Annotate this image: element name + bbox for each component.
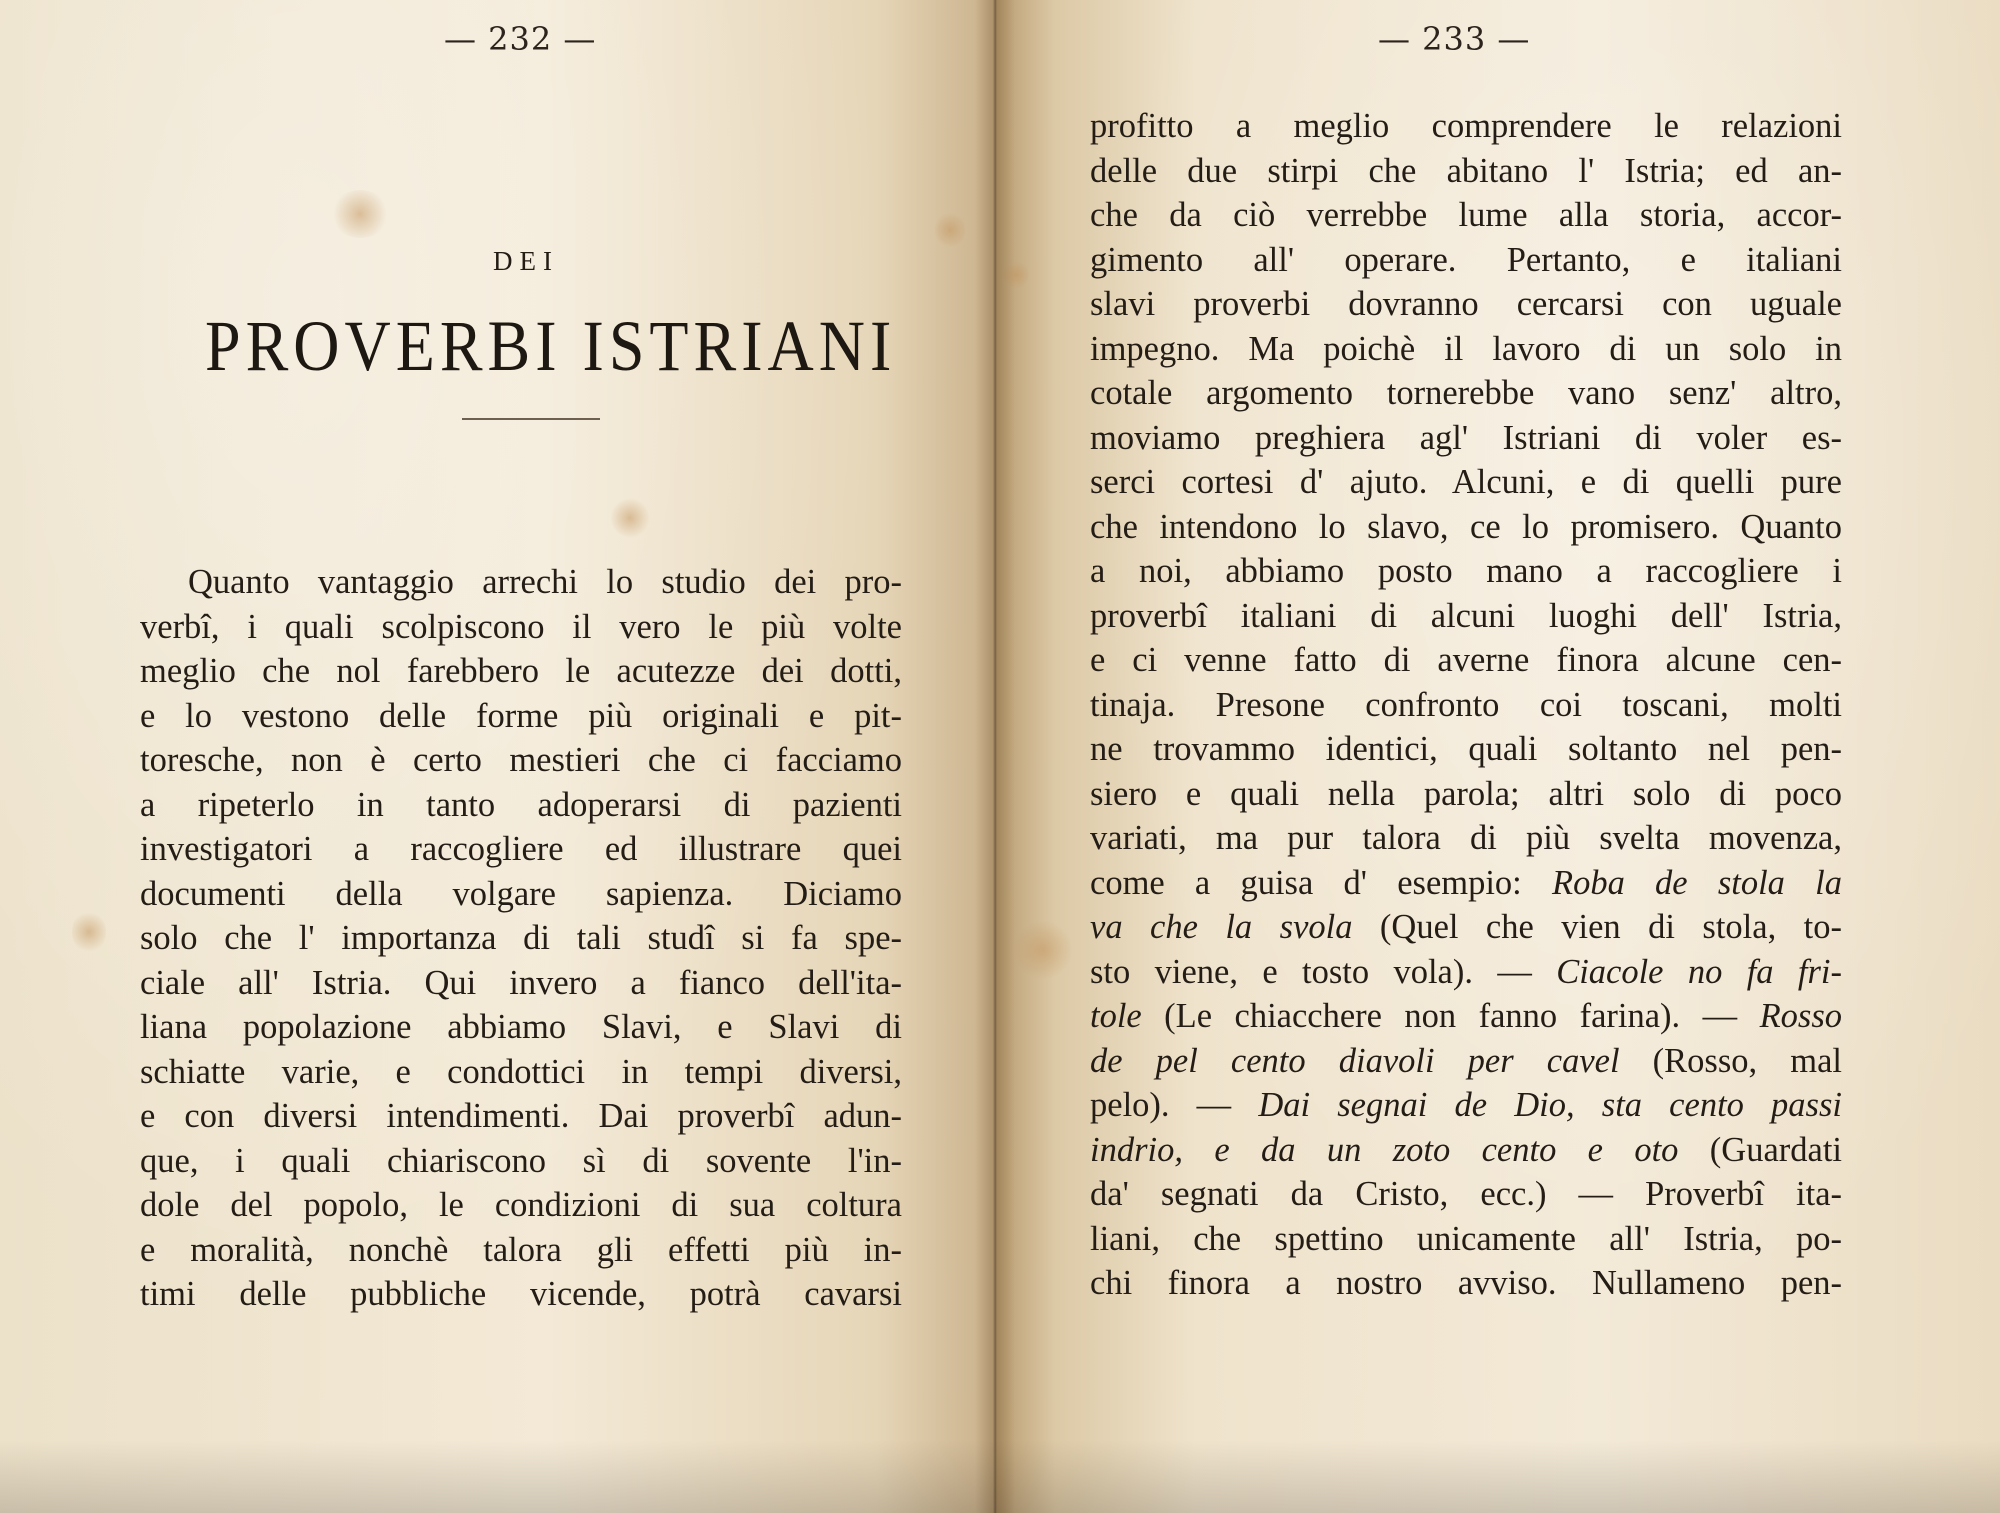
- text-segment: tinaja. Presone confronto coi toscani, molti: [1090, 685, 1842, 724]
- text-line: [1090, 238, 1842, 283]
- text-segment: che da ciò verrebbe lume alla storia, accor-: [1090, 196, 1842, 234]
- book-gutter: [975, 0, 1015, 1513]
- text-line: [1090, 727, 1842, 772]
- text-line: e lo vestono delle forme più originali e pit-: [140, 696, 902, 735]
- text-segment: ne trovammo identici, quali soltanto nel pen-: [1090, 730, 1842, 768]
- text-line: e moralità, nonchè talora gli effetti più in-: [140, 1230, 902, 1269]
- text-line: [1090, 505, 1842, 550]
- text-segment: come a guisa d' esempio:: [1090, 863, 1552, 902]
- text-segment: delle due stirpi che abitano l' Istria; ed an-: [1090, 151, 1842, 190]
- proverb-italic-text: Ciacole no fa fri-: [1556, 952, 1842, 991]
- text-line: dole del popolo, le condizioni di sua coltura: [140, 1186, 902, 1224]
- text-segment: (Rosso, mal: [1619, 1041, 1842, 1080]
- text-line: [1090, 772, 1842, 817]
- text-line: Quanto vantaggio arrechi lo studio dei pro-: [188, 563, 902, 601]
- left-body-text: [140, 560, 902, 1317]
- text-line: verbî, i quali scolpiscono il vero le più volte: [140, 607, 902, 646]
- title-divider: [462, 418, 600, 420]
- text-line: [1090, 416, 1842, 461]
- text-segment: da' segnati da Cristo, ecc.) — Proverbî ita-: [1090, 1175, 1842, 1213]
- text-line: liana popolazione abbiamo Slavi, e Slavi di: [140, 1008, 902, 1046]
- right-body-text: [1090, 104, 1842, 1306]
- text-line: [1090, 950, 1842, 995]
- proverb-italic-text: Dai segnai de Dio, sta cento passi: [1258, 1086, 1842, 1124]
- text-segment: sto viene, e tosto vola). —: [1090, 952, 1557, 991]
- paper-stain: [935, 210, 965, 250]
- text-line: [1090, 1083, 1842, 1128]
- text-line: [1090, 683, 1842, 728]
- text-segment: che intendono lo slavo, ce lo promisero. Quanto: [1090, 507, 1842, 546]
- paper-stain: [72, 910, 106, 954]
- text-line: que, i quali chiariscono sì di sovente l'in-: [140, 1141, 902, 1180]
- text-line: [1090, 905, 1842, 950]
- text-line: [1090, 460, 1842, 505]
- text-line: [1090, 594, 1842, 639]
- text-segment: serci cortesi d' ajuto. Alcuni, e di quelli pure: [1090, 463, 1842, 501]
- left-page: [0, 0, 995, 1513]
- text-segment: a noi, abbiamo posto mano a raccogliere i: [1090, 552, 1842, 590]
- page-number: — 233 —: [1378, 20, 1531, 58]
- text-line: ciale all' Istria. Qui invero a fianco dell'ita-: [140, 963, 902, 1002]
- text-segment: chi finora a nostro avviso. Nullameno pen-: [1090, 1264, 1842, 1302]
- text-line: [1090, 549, 1842, 594]
- text-segment: gimento all' operare. Pertanto, e italiani: [1090, 240, 1842, 279]
- text-line: [1090, 371, 1842, 416]
- text-line: [1090, 1172, 1842, 1217]
- text-line: [1090, 816, 1842, 861]
- text-line: [1090, 1261, 1842, 1306]
- text-segment: moviamo preghiera agl' Istriani di voler es-: [1090, 418, 1842, 457]
- text-line: documenti della volgare sapienza. Diciamo: [140, 874, 902, 913]
- right-page: [995, 0, 2000, 1513]
- paper-stain: [610, 498, 650, 538]
- text-line: [1090, 193, 1842, 238]
- proverb-italic-text: de pel cento diavoli per cavel: [1090, 1041, 1620, 1080]
- proverb-italic-text: Roba de stola la: [1552, 863, 1842, 902]
- text-line: [1090, 1039, 1842, 1084]
- proverb-italic-text: tole: [1090, 997, 1142, 1035]
- page-title: PROVERBI ISTRIANI: [205, 306, 897, 386]
- text-line: [1090, 1128, 1842, 1173]
- text-line: [1090, 994, 1842, 1039]
- text-line: [1090, 638, 1842, 683]
- proverb-italic-text: va che la svola: [1090, 908, 1353, 946]
- text-segment: liani, che spettino unicamente all' Istria, po-: [1090, 1219, 1842, 1258]
- text-line: solo che l' importanza di tali studî si fa spe-: [140, 919, 902, 957]
- text-line: [1090, 149, 1842, 194]
- text-segment: pelo). —: [1090, 1086, 1259, 1124]
- text-segment: (Le chiacchere non fanno farina). —: [1141, 997, 1760, 1035]
- proverb-italic-text: Rosso: [1759, 997, 1842, 1035]
- text-line: [1090, 327, 1842, 372]
- heading-small: DEI: [493, 246, 559, 276]
- text-line: [1090, 861, 1842, 906]
- bottom-shadow: [0, 1440, 2000, 1513]
- page-number: — 232 —: [444, 20, 597, 58]
- text-segment: (Guardati: [1678, 1130, 1842, 1169]
- text-line: a ripeterlo in tanto adoperarsi di pazienti: [140, 785, 902, 824]
- paper-stain: [1013, 920, 1073, 980]
- text-line: [1090, 1217, 1842, 1262]
- paper-stain: [330, 190, 390, 238]
- text-segment: e ci venne fatto di averne finora alcune cen-: [1090, 641, 1842, 679]
- text-segment: proverbî italiani di alcuni luoghi dell' Istria,: [1090, 596, 1842, 635]
- text-line: meglio che nol farebbero le acutezze dei dotti,: [140, 652, 902, 690]
- proverb-italic-text: indrio, e da un zoto cento e oto: [1090, 1130, 1679, 1169]
- text-line: [1090, 104, 1842, 149]
- text-segment: (Quel che vien di stola, to-: [1352, 908, 1842, 946]
- text-line: e con diversi intendimenti. Dai proverbî adun-: [140, 1097, 902, 1135]
- text-segment: impegno. Ma poichè il lavoro di un solo in: [1090, 329, 1842, 368]
- text-segment: cotale argomento tornerebbe vano senz' altro,: [1090, 374, 1842, 412]
- text-line: toresche, non è certo mestieri che ci facciamo: [140, 741, 902, 779]
- text-line: schiatte varie, e condottici in tempi diversi,: [140, 1052, 902, 1091]
- text-line: timi delle pubbliche vicende, potrà cavarsi: [140, 1275, 902, 1313]
- text-line: [1090, 282, 1842, 327]
- text-segment: variati, ma pur talora di più svelta movenza,: [1090, 819, 1842, 857]
- text-segment: slavi proverbi dovranno cercarsi con uguale: [1090, 285, 1842, 323]
- text-segment: profitto a meglio comprendere le relazioni: [1090, 107, 1842, 145]
- text-line: investigatori a raccogliere ed illustrare quei: [140, 830, 902, 868]
- text-segment: siero e quali nella parola; altri solo di poco: [1090, 774, 1842, 813]
